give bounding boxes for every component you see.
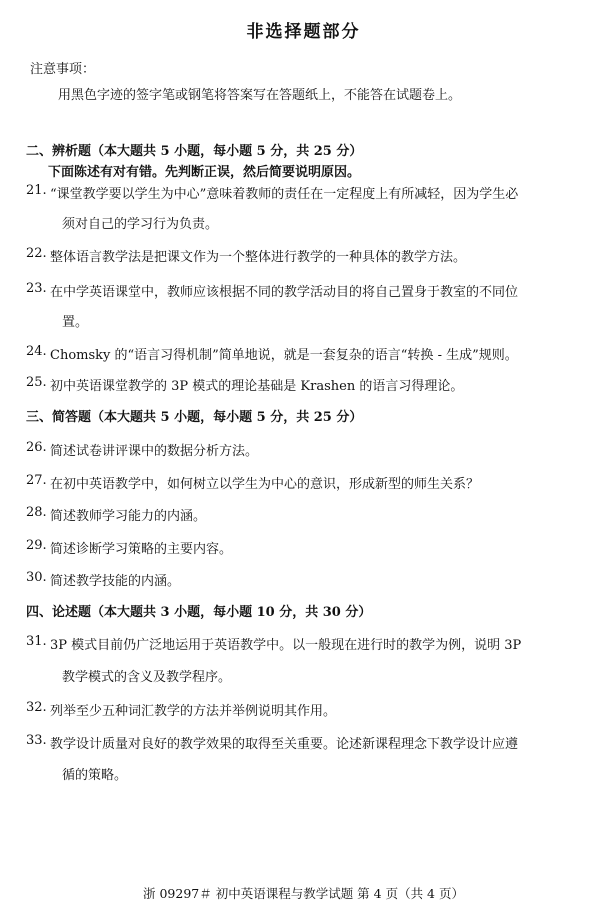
question-number: 32. xyxy=(26,700,47,715)
section-heading-short-answer: 三、简答题（本大题共 5 小题，每小题 5 分，共 25 分） xyxy=(26,410,363,425)
question-text: 列举至少五种词汇教学的方法并举例说明其作用。 xyxy=(50,704,337,719)
question-number: 21. xyxy=(26,183,47,198)
question-number: 30. xyxy=(26,570,47,585)
question-number: 31. xyxy=(26,634,47,649)
section-instruction: 下面陈述有对有错。先判断正误，然后简要说明原因。 xyxy=(48,165,361,180)
question-text: Chomsky 的“语言习得机制”简单地说，就是一套复杂的语言“转换 - 生成”规则。 xyxy=(50,348,518,363)
question-text: 简述试卷讲评课中的数据分析方法。 xyxy=(50,444,259,459)
question-number: 27. xyxy=(26,473,47,488)
question-number: 33. xyxy=(26,733,47,748)
question-text: 简述诊断学习策略的主要内容。 xyxy=(50,542,233,557)
question-text: 简述教学技能的内涵。 xyxy=(50,574,181,589)
notice-heading: 注意事项： xyxy=(30,62,96,77)
section-heading-discrimination: 二、辨析题（本大题共 5 小题，每小题 5 分，共 25 分） xyxy=(26,144,363,159)
question-number: 24. xyxy=(26,344,47,359)
question-text: 教学模式的含义及教学程序。 xyxy=(62,670,232,685)
question-number: 26. xyxy=(26,440,47,455)
page-footer: 浙 09297＃ 初中英语课程与教学试题 第 4 页（共 4 页） xyxy=(143,886,464,901)
question-text: 初中英语课堂教学的 3P 模式的理论基础是 Krashen 的语言习得理论。 xyxy=(50,379,464,394)
question-text: “课堂教学要以学生为中心”意味着教师的责任在一定程度上有所减轻，因为学生必 xyxy=(50,187,519,202)
question-text: 整体语言教学法是把课文作为一个整体进行教学的一种具体的教学方法。 xyxy=(50,250,467,265)
notice-text: 用黑色字迹的签字笔或钢笔将答案写在答题纸上，不能答在试题卷上。 xyxy=(58,88,462,103)
page-title: 非选择题部分 xyxy=(246,22,361,42)
question-number: 28. xyxy=(26,505,47,520)
question-number: 25. xyxy=(26,375,47,390)
question-text: 在初中英语教学中，如何树立以学生为中心的意识，形成新型的师生关系？ xyxy=(50,477,480,492)
question-text: 须对自己的学习行为负责。 xyxy=(62,217,219,232)
question-text: 在中学英语课堂中，教师应该根据不同的教学活动目的将自己置身于教室的不同位 xyxy=(50,285,519,300)
question-text: 教学设计质量对良好的教学效果的取得至关重要。论述新课程理念下教学设计应遵 xyxy=(50,737,519,752)
question-text: 置。 xyxy=(62,315,89,330)
section-heading-essay: 四、论述题（本大题共 3 小题，每小题 10 分，共 30 分） xyxy=(26,605,372,620)
question-number: 23. xyxy=(26,281,47,296)
question-text: 循的策略。 xyxy=(62,768,128,783)
question-number: 22. xyxy=(26,246,47,261)
question-text: 简述教师学习能力的内涵。 xyxy=(50,509,207,524)
question-text: 3P 模式目前仍广泛地运用于英语教学中。以一般现在进行时的教学为例，说明 3P xyxy=(50,638,522,653)
question-number: 29. xyxy=(26,538,47,553)
